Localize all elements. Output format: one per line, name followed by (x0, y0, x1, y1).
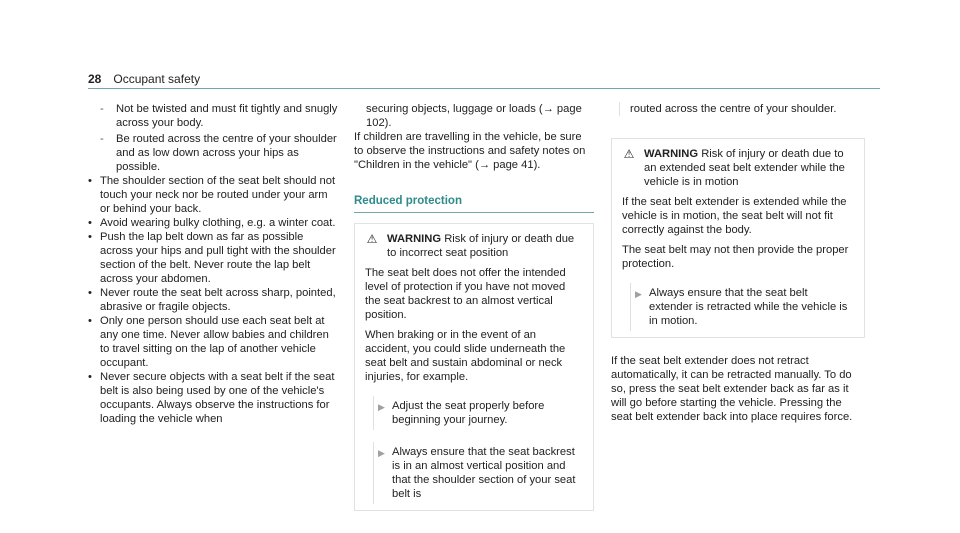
warning-header (622, 147, 854, 189)
subheading-divider (354, 212, 594, 213)
dash-item: - Be routed across the centre of your shoulder and as low down across your hips as possible. (100, 132, 338, 174)
children-paragraph: If children are travelling in the vehicle, be sure to observe the instructions and safety notes on "Children in the vehicle" (→ page 41). (354, 131, 586, 171)
warning-label: WARNING (644, 148, 699, 160)
bullet-item: • Avoid wearing bulky clothing, e.g. a winter coat. (88, 216, 338, 230)
extender-paragraph: If the seat belt extender does not retract automatically, it can be retracted manually. To do so, press the seat belt extender back as far as it will go before starting the vehicle. Pressing the seat belt extender back into place requires force. (611, 355, 853, 423)
bullet-item: • The shoulder section of the seat belt should not touch your neck nor be routed under your arm or behind your back. (88, 174, 338, 216)
section-title: Occupant safety (113, 72, 201, 86)
warning-title: Risk of injury or death due to incorrect seat position (387, 233, 575, 259)
subheading-reduced-protection: Reduced protection (354, 195, 462, 207)
column-3 (611, 102, 865, 424)
column-1 (88, 102, 338, 426)
instruction-item: ▶ Always ensure that the seat backrest is in an almost vertical position and that the shoulder section of your seat belt is (373, 442, 583, 504)
arrow-right-icon: ▶ (378, 448, 385, 458)
page-number: 28 (88, 72, 102, 86)
arrow-right-icon: ▶ (635, 289, 642, 299)
bullet-item: • Only one person should use each seat belt at any one time. Never allow babies and children to travel sitting on the lap of another vehicle occupant. (88, 314, 338, 370)
warning-box (354, 223, 594, 511)
instruction-item: ▶ Adjust the seat properly before beginning your journey. (373, 396, 583, 430)
column-2 (354, 102, 594, 511)
continued-text: securing objects, luggage or loads (→ page 102). (366, 103, 582, 129)
warning-triangle-icon: ⚠ (366, 232, 378, 246)
warning-label: WARNING (387, 233, 442, 245)
page-header (88, 72, 200, 86)
warning-header (365, 232, 583, 260)
warning-title: Risk of injury or death due to an extended seat belt extender while the vehicle is in motion (644, 148, 845, 188)
warning-paragraph: When braking or in the event of an accident, you could slide underneath the seat belt and sustain abdominal or neck injuries, for example. (365, 329, 566, 383)
arrow-right-icon: ▶ (378, 402, 385, 412)
bullet-item: • Push the lap belt down as far as possible across your hips and pull tight with the shoulder section of the belt. Never route the lap belt across your abdomen. (88, 230, 338, 286)
instruction-item: ▶ Always ensure that the seat belt extender is retracted while the vehicle is in motion. (630, 283, 854, 331)
continued-instruction: routed across the centre of your shoulder. (619, 102, 865, 116)
warning-paragraph: The seat belt may not then provide the proper protection. (622, 244, 849, 270)
bullet-item: • Never route the seat belt across sharp, pointed, abrasive or fragile objects. (88, 286, 338, 314)
dash-item: - Not be twisted and must fit tightly and snugly across your body. (100, 102, 338, 130)
header-divider (88, 88, 880, 89)
warning-box (611, 138, 865, 338)
warning-paragraph: If the seat belt extender is extended while the vehicle is in motion, the seat belt will not fit correctly against the body. (622, 196, 847, 236)
bullet-item: • Never secure objects with a seat belt if the seat belt is also being used by one of the vehicle's occupants. Always observe the instructions for loading the vehicle when (88, 370, 338, 426)
warning-paragraph: The seat belt does not offer the intended level of protection if you have not moved the seat backrest to an almost vertical position. (365, 267, 566, 321)
warning-triangle-icon: ⚠ (623, 147, 635, 161)
